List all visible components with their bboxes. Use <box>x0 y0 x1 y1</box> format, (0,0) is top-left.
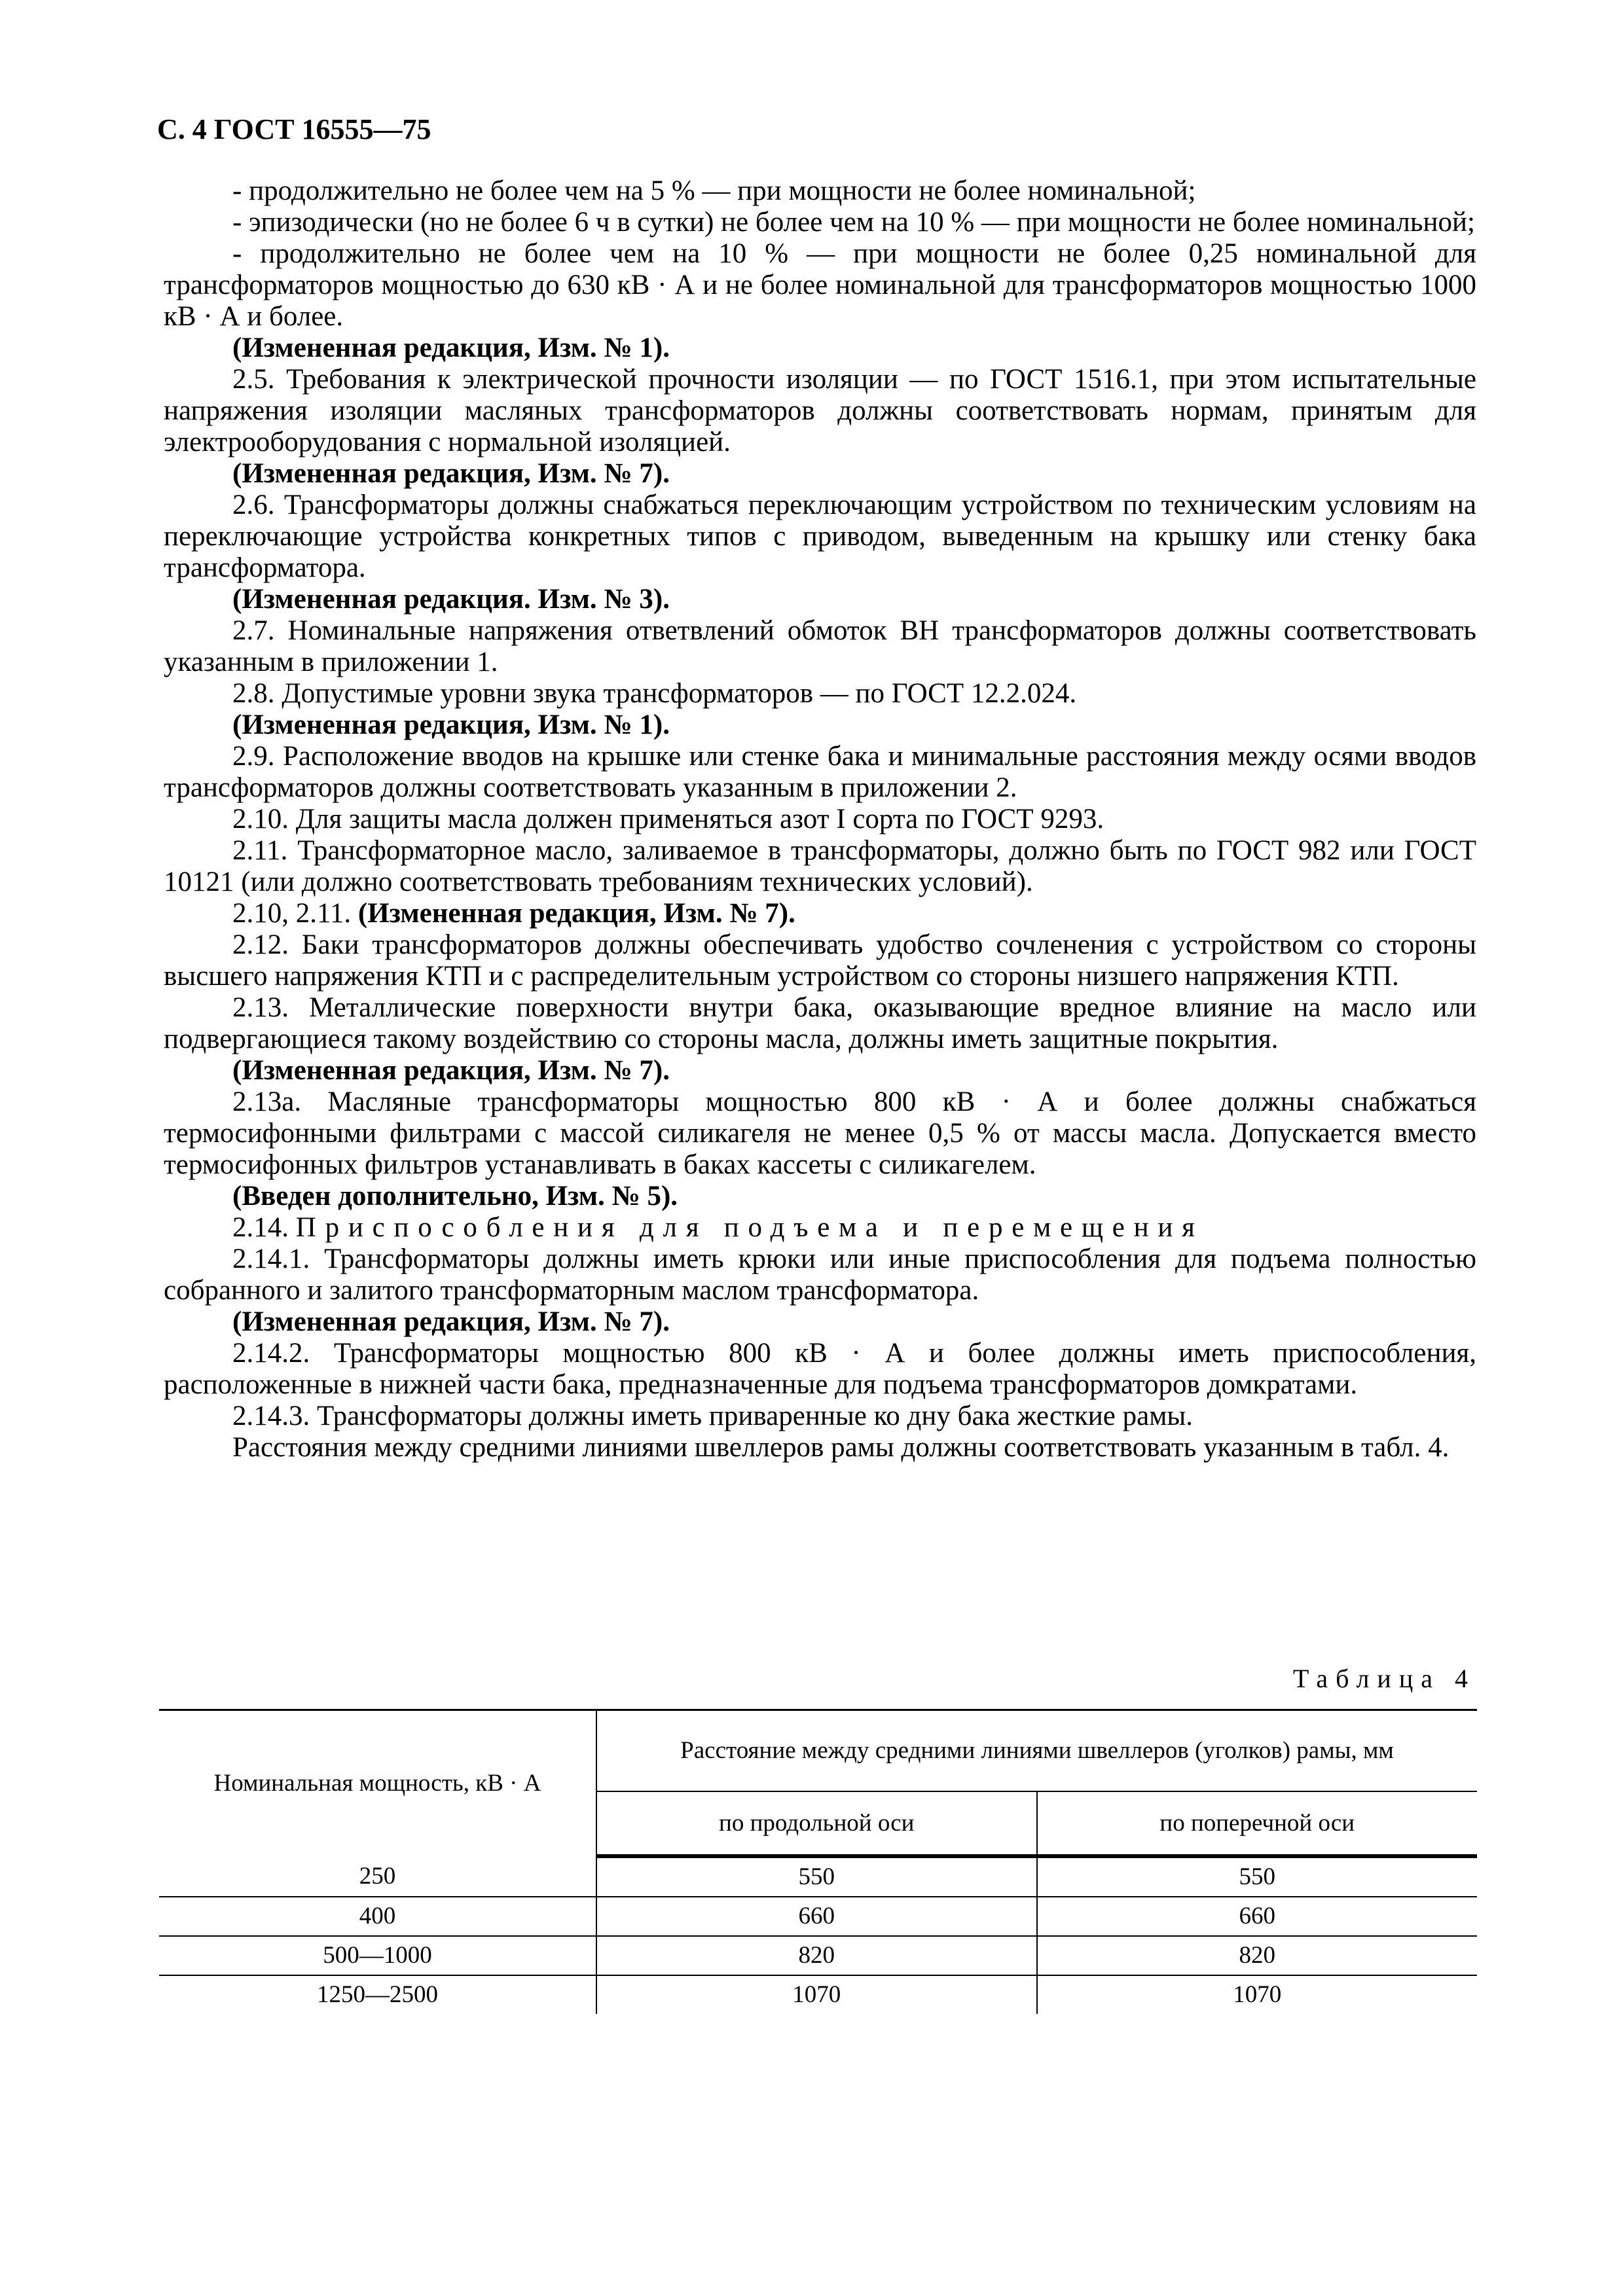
paragraph: 2.10. Для защиты масла должен применяться азот I сорта по ГОСТ 9293. <box>232 804 1104 834</box>
page-header: С. 4 ГОСТ 16555—75 <box>157 113 431 145</box>
paragraph: 2.13. Металлические поверхности внутри бака, оказывающие вредное влияние на масло или подвергающиеся такому воздействию со стороны масла, должны иметь защитные покрытия. <box>164 992 1476 1054</box>
table-caption: Таблица 4 <box>1292 1664 1476 1693</box>
table-cell: 820 <box>596 1936 1037 1975</box>
amendment-note <box>164 898 1476 929</box>
paragraph: 2.6. Трансформаторы должны снабжаться переключающим устройством по техническим условиям на переключающие устройства конкретных типов с приводом, выведенным на крышку или стенку бака трансформатора. <box>164 490 1476 583</box>
table-cell: 660 <box>596 1897 1037 1936</box>
table-cell: 250 <box>159 1856 596 1897</box>
table-cell: 1250—2500 <box>159 1975 596 2014</box>
paragraph: 2.11. Трансформаторное масло, заливаемое в трансформаторы, должно быть по ГОСТ 982 или ГОСТ 10121 (или должно соответствовать требованиям технических условий). <box>164 835 1476 897</box>
amendment-note: (Измененная редакция. Изм. № 3). <box>232 584 670 615</box>
paragraph: - продолжительно не более чем на 10 % — при мощности не более 0,25 номинальной для трансформаторов мощностью до 630 кВ · А и не более номинальной для трансформаторов мощностью 1000 кВ · А и более. <box>164 238 1476 332</box>
table-cell: 820 <box>1239 1942 1275 1969</box>
table-cell: 1070 <box>1233 1981 1282 2008</box>
paragraph: 2.5. Требования к электрической прочности изоляции — по ГОСТ 1516.1, при этом испытательные напряжения изоляции масляных трансформаторов должны соответствовать нормам, принятым для электрооборудования с нормальной изоляцией. <box>164 364 1476 457</box>
amendment-note: (Измененная редакция, Изм. № 1). <box>232 709 670 740</box>
clause-number: 2.14. <box>232 1212 289 1243</box>
document-body <box>164 175 1476 1463</box>
table-cell: 1070 <box>596 1975 1037 2014</box>
column-header-transverse: по поперечной оси <box>1037 1791 1478 1856</box>
paragraph: - эпизодически (но не более 6 ч в сутки) не более чем на 10 % — при мощности не более номинальной; <box>232 207 1475 238</box>
table-cell: 550 <box>1239 1863 1275 1890</box>
paragraph: 2.12. Баки трансформаторов должны обеспечивать удобство сочленения с устройством со стороны высшего напряжения КТП и с распределительным устройством со стороны низшего напряжения КТП. <box>164 929 1476 992</box>
paragraph: 2.14.1. Трансформаторы должны иметь крюки или иные приспособления для подъема полностью собранного и залитого трансформаторным маслом трансформатора. <box>164 1244 1476 1306</box>
table-cell: 400 <box>159 1897 596 1936</box>
table-row <box>159 1856 1477 1897</box>
amendment-note: (Измененная редакция, Изм. № 7). <box>232 1306 670 1337</box>
paragraph: Расстояния между средними линиями швеллеров рамы должны соответствовать указанным в табл. 4. <box>232 1432 1450 1463</box>
paragraph: 2.8. Допустимые уровни звука трансформаторов — по ГОСТ 12.2.024. <box>232 678 1077 709</box>
paragraph: 2.13а. Масляные трансформаторы мощностью 800 кВ · А и более должны снабжаться термосифонными фильтрами с массой силикагеля не менее 0,5 % от массы масла. Допускается вместо термосифонных фильтров устанавливать в баках кассеты с силикагелем. <box>164 1086 1476 1180</box>
table-row <box>159 1936 1477 1975</box>
section-title: Приспособления для подъема и перемещения <box>295 1212 1204 1243</box>
clause-number: 2.10, 2.11. <box>232 898 352 929</box>
amendment-note: (Измененная редакция, Изм. № 7). <box>232 458 670 489</box>
section-heading <box>164 1212 1476 1244</box>
column-header-longitudinal: по продольной оси <box>596 1791 1037 1856</box>
table-cell: 660 <box>1239 1903 1275 1929</box>
amendment-note: (Введен дополнительно, Изм. № 5). <box>232 1181 678 1211</box>
paragraph: 2.9. Расположение вводов на крышке или стенке бака и минимальные расстояния между осями вводов трансформаторов должны соответствовать указанным в приложении 2. <box>164 741 1476 803</box>
amendment-note: (Измененная редакция, Изм. № 1). <box>232 332 670 363</box>
paragraph: 2.7. Номинальные напряжения ответвлений обмоток ВН трансформаторов должны соответствовать указанным в приложении 1. <box>164 615 1476 677</box>
amendment-text: (Измененная редакция, Изм. № 7). <box>357 898 795 929</box>
table-row <box>159 1897 1477 1936</box>
frame-distance-table <box>159 1709 1477 2014</box>
table-cell: 550 <box>596 1856 1037 1897</box>
amendment-note: (Измененная редакция, Изм. № 7). <box>232 1055 670 1086</box>
paragraph: - продолжительно не более чем на 5 % — при мощности не более номинальной; <box>232 175 1196 206</box>
paragraph: 2.14.2. Трансформаторы мощностью 800 кВ · А и более должны иметь приспособления, расположенные в нижней части бака, предназначенные для подъема трансформаторов домкратами. <box>164 1338 1476 1400</box>
table-cell: 500—1000 <box>159 1936 596 1975</box>
paragraph: 2.14.3. Трансформаторы должны иметь приваренные ко дну бака жесткие рамы. <box>232 1401 1194 1431</box>
column-group-header: Расстояние между средними линиями швеллеров (уголков) рамы, мм <box>596 1710 1477 1792</box>
table-row <box>159 1975 1477 2014</box>
column-header-power: Номинальная мощность, кВ · А <box>159 1710 596 1857</box>
